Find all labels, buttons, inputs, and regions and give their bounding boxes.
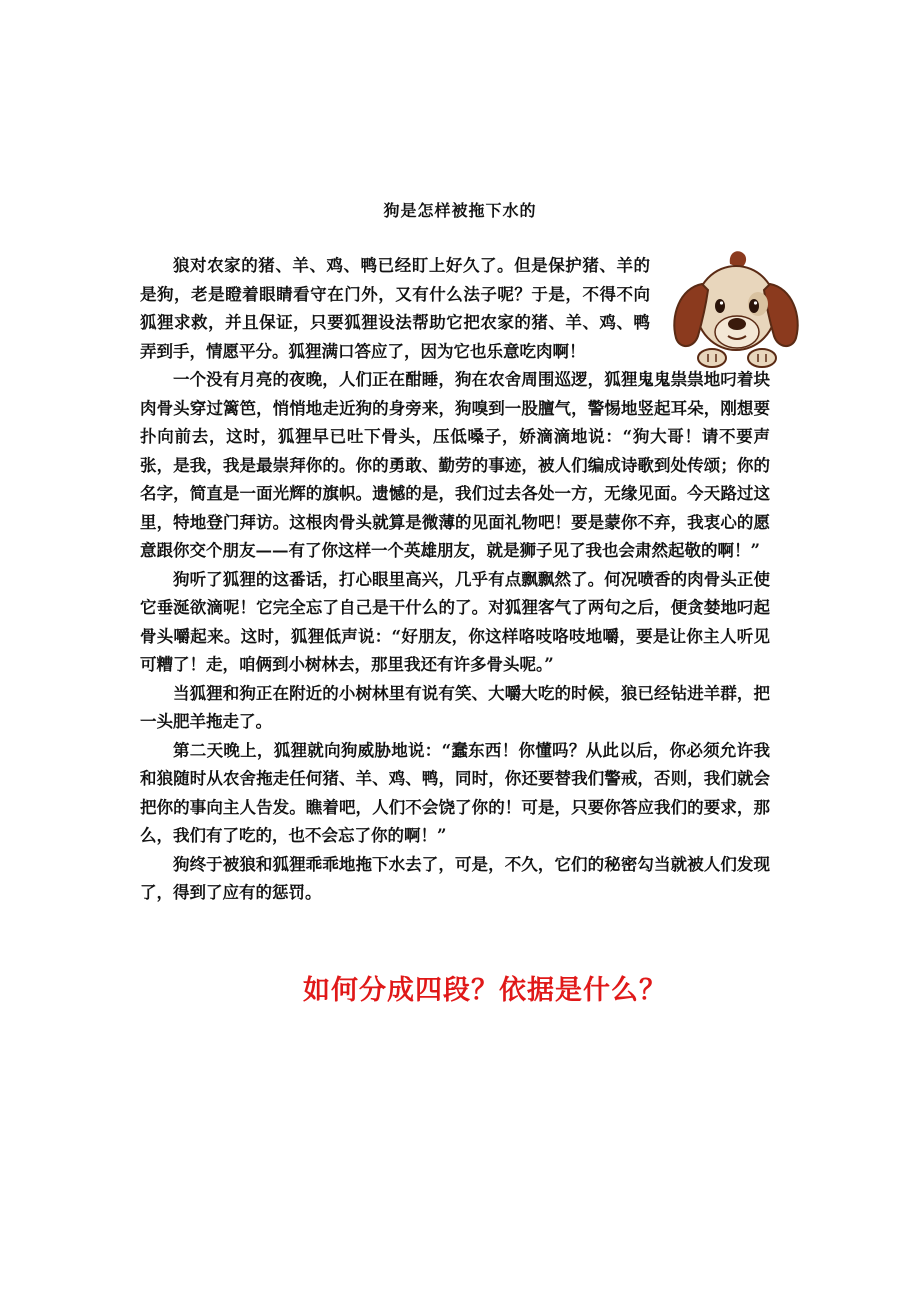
story-body: [140, 252, 770, 908]
paragraph-3: 狗听了狐狸的这番话，打心眼里高兴，几乎有点飘飘然了。何况喷香的肉骨头正使它垂涎欲滴呢！它完全忘了自己是干什么的了。对狐狸客气了两句之后，便贪婪地叼起骨头嚼起来。这时，狐狸低声说：“好朋友，你这样咯吱咯吱地嚼，要是让你主人听见可糟了！走，咱俩到小树林去，那里我还有许多骨头呢。”: [140, 569, 770, 674]
paragraph-4: 当狐狸和狗正在附近的小树林里有说有笑、大嚼大吃的时候，狼已经钻进羊群，把一头肥羊拖走了。: [140, 683, 770, 731]
question-heading: 如何分成四段？依据是什么？: [303, 975, 667, 1006]
paragraph-5: 第二天晚上，狐狸就向狗威胁地说：“蠢东西！你懂吗？从此以后，你必须允许我和狼随时从农舍拖走任何猪、羊、鸡、鸭，同时，你还要替我们警戒，否则，我们就会把你的事向主人告发。瞧着吧，人们不会饶了你的！可是，只要你答应我们的要求，那么，我们有了吃的，也不会忘了你的啊！”: [140, 740, 770, 845]
document-title: 狗是怎样被拖下水的: [383, 201, 537, 220]
paragraph-6: 狗终于被狼和狐狸乖乖地拖下水去了，可是，不久，它们的秘密勾当就被人们发现了，得到了应有的惩罚。: [140, 854, 770, 902]
paragraph-2: 一个没有月亮的夜晚，人们正在酣睡，狗在农舍周围巡逻，狐狸鬼鬼祟祟地叼着块肉骨头穿过篱笆，悄悄地走近狗的身旁来，狗嗅到一股膻气，警惕地竖起耳朵，刚想要扑向前去，这时，狐狸早已吐下骨头，压低嗓子，娇滴滴地说：“狗大哥！请不要声张，是我，我是最崇拜你的。你的勇敢、勤劳的事迹，被人们编成诗歌到处传颂；你的名字，简直是一面光辉的旗帜。遗憾的是，我们过去各处一方，无缘见面。今天路过这里，特地登门拜访。这根肉骨头就算是微薄的见面礼物吧！要是蒙你不弃，我衷心的愿意跟你交个朋友——有了你这样一个英雄朋友，就是狮子见了我也会肃然起敬的啊！”: [140, 370, 770, 560]
paragraph-1: 狼对农家的猪、羊、鸡、鸭已经盯上好久了。但是保护猪、羊的是狗，老是瞪着眼睛看守在门外，又有什么法子呢？于是，不得不向狐狸求救，并且保证，只要狐狸设法帮助它把农家的猪、羊、鸡、鸭弄到手，情愿平分。狐狸满口答应了，因为它也乐意吃肉啊！: [140, 256, 650, 361]
